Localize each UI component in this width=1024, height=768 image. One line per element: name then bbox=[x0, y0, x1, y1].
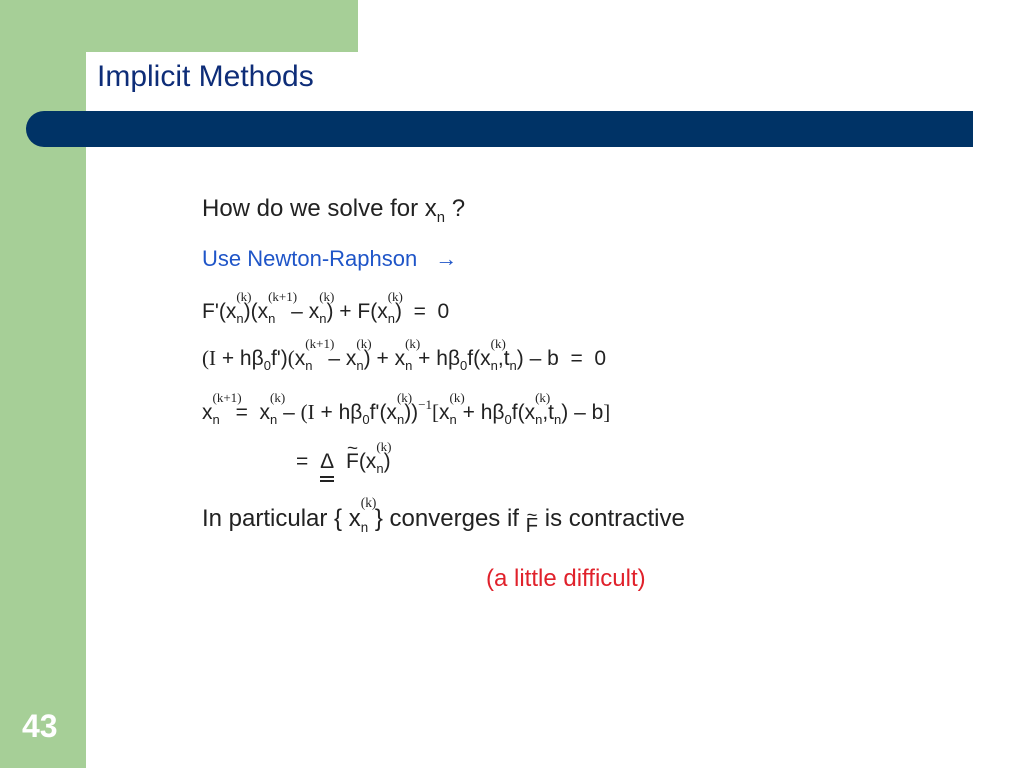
equation-2: $(I + h\beta_0f')(x$ (k+1) $_n$ – x (k) $_n$) + x (k) $_n + h\beta_0f(x$ (k) $_n,t_n) - b = 0$ bbox=[202, 335, 607, 374]
difficulty-note: (a little difficult) bbox=[486, 565, 646, 592]
particular-middle: } converges if bbox=[374, 505, 519, 532]
equation-1: F'(x (k) $_n$)(x (k+1) $_n$ – x (k) $_n$) + F(x (k) $_n$) = 0 bbox=[202, 288, 450, 327]
defined-as-symbol: Δ bbox=[320, 450, 334, 474]
particular-prefix: In particular { bbox=[202, 505, 343, 532]
question-mark: ? bbox=[445, 195, 466, 222]
slide-title: Implicit Methods bbox=[97, 60, 314, 93]
equation-4: = Δ ~ F(x (k) $_n$) bbox=[296, 450, 391, 474]
slide-number: 43 bbox=[22, 708, 58, 744]
equation-3: x (k+1) $_n$ = x (k) $_n - (I + h\beta_0f'(x$ (k) $_n$))$^{-1}$[x (k) $_n + h\beta_0f(x$ (k) $_n,t_n) - b$] bbox=[202, 389, 611, 428]
method-line bbox=[202, 246, 457, 272]
right-arrow-icon: → bbox=[435, 246, 458, 271]
method-text: Use Newton-Raphson bbox=[202, 246, 418, 271]
question-subscript: n bbox=[436, 210, 446, 227]
question-text: How do we solve for x bbox=[202, 195, 437, 222]
question-line bbox=[202, 195, 466, 227]
convergence-statement: In particular { x (k) $_n$ } converges if ~ F is contractive bbox=[202, 505, 685, 533]
particular-suffix: is contractive bbox=[544, 505, 685, 532]
